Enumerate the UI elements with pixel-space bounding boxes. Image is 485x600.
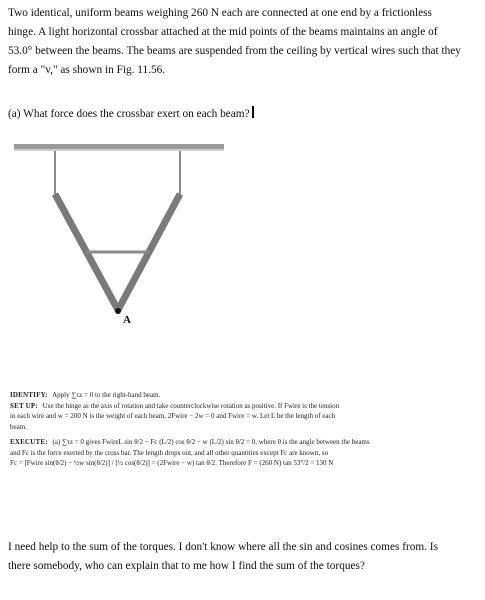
text-cursor <box>252 106 254 118</box>
setup-line <box>10 401 478 412</box>
point-label-a: A <box>123 314 131 326</box>
execute-label: EXECUTE: <box>10 438 48 446</box>
question-a[interactable] <box>8 106 478 122</box>
identify-label: IDENTIFY: <box>10 391 48 399</box>
setup-text-3: beam. <box>10 422 27 431</box>
problem-line: Two identical, uniform beams weighing 260 N each are connected at one end by a frictionless <box>8 7 432 19</box>
setup-text-1: Use the hinge as the axis of rotation and take counterclockwise rotation as positive. If Fwire is the tension <box>42 401 340 410</box>
ceiling-shadow <box>14 149 224 151</box>
problem-line: hinge. A light horizontal crossbar attached at the mid points of the beams maintains an angle of <box>8 26 438 38</box>
hinge-point <box>115 308 121 314</box>
ceiling-bar <box>14 144 224 149</box>
setup-label: SET UP: <box>10 401 38 410</box>
problem-line: form a "v," as shown in Fig. 11.56. <box>8 64 166 76</box>
execute-text-3: Fc = [Fwire sin(θ/2) − ½w sin(θ/2)] / [½ cos(θ/2)] = (2Fwire − w) tan θ/2. Therefore F = (260 N) tan 53°/2 = 130 N <box>10 459 334 467</box>
beams-diagram <box>0 130 485 380</box>
followup-question <box>8 538 478 576</box>
followup-line: I need help to the sum of the torques. I don't know where all the sin and cosines comes from. Is <box>8 541 438 553</box>
identify-text: Apply ∑τz = 0 to the right-hand beam. <box>52 391 161 399</box>
execute-line <box>10 437 478 448</box>
problem-line: 53.0° between the beams. The beams are suspended from the ceiling by vertical wires such that they <box>8 45 461 57</box>
problem-statement <box>8 4 478 80</box>
question-text: (a) What force does the crossbar exert on each beam? <box>8 108 250 120</box>
figure-beams <box>0 130 485 380</box>
execute-text-2: and Fc is the force exerted by the cross bar. The length drops out, and all other quantities except Fc are known, so <box>10 448 329 457</box>
execute-text-1: (a) ∑τz = 0 gives FwireL sin θ/2 − Fc (L/2) cos θ/2 − w (L/2) sin θ/2 = 0, where θ is the angle between the beams <box>52 438 370 446</box>
setup-text-2: in each wire and w = 200 N is the weight of each beam, 2Fwire − 2w = 0 and Fwire = w. Let L be the length of each <box>10 412 336 420</box>
identify-line <box>10 390 478 401</box>
solution-excerpt <box>10 390 478 469</box>
followup-line: there somebody, who can explain that to me how I find the sum of the torques? <box>8 560 365 572</box>
